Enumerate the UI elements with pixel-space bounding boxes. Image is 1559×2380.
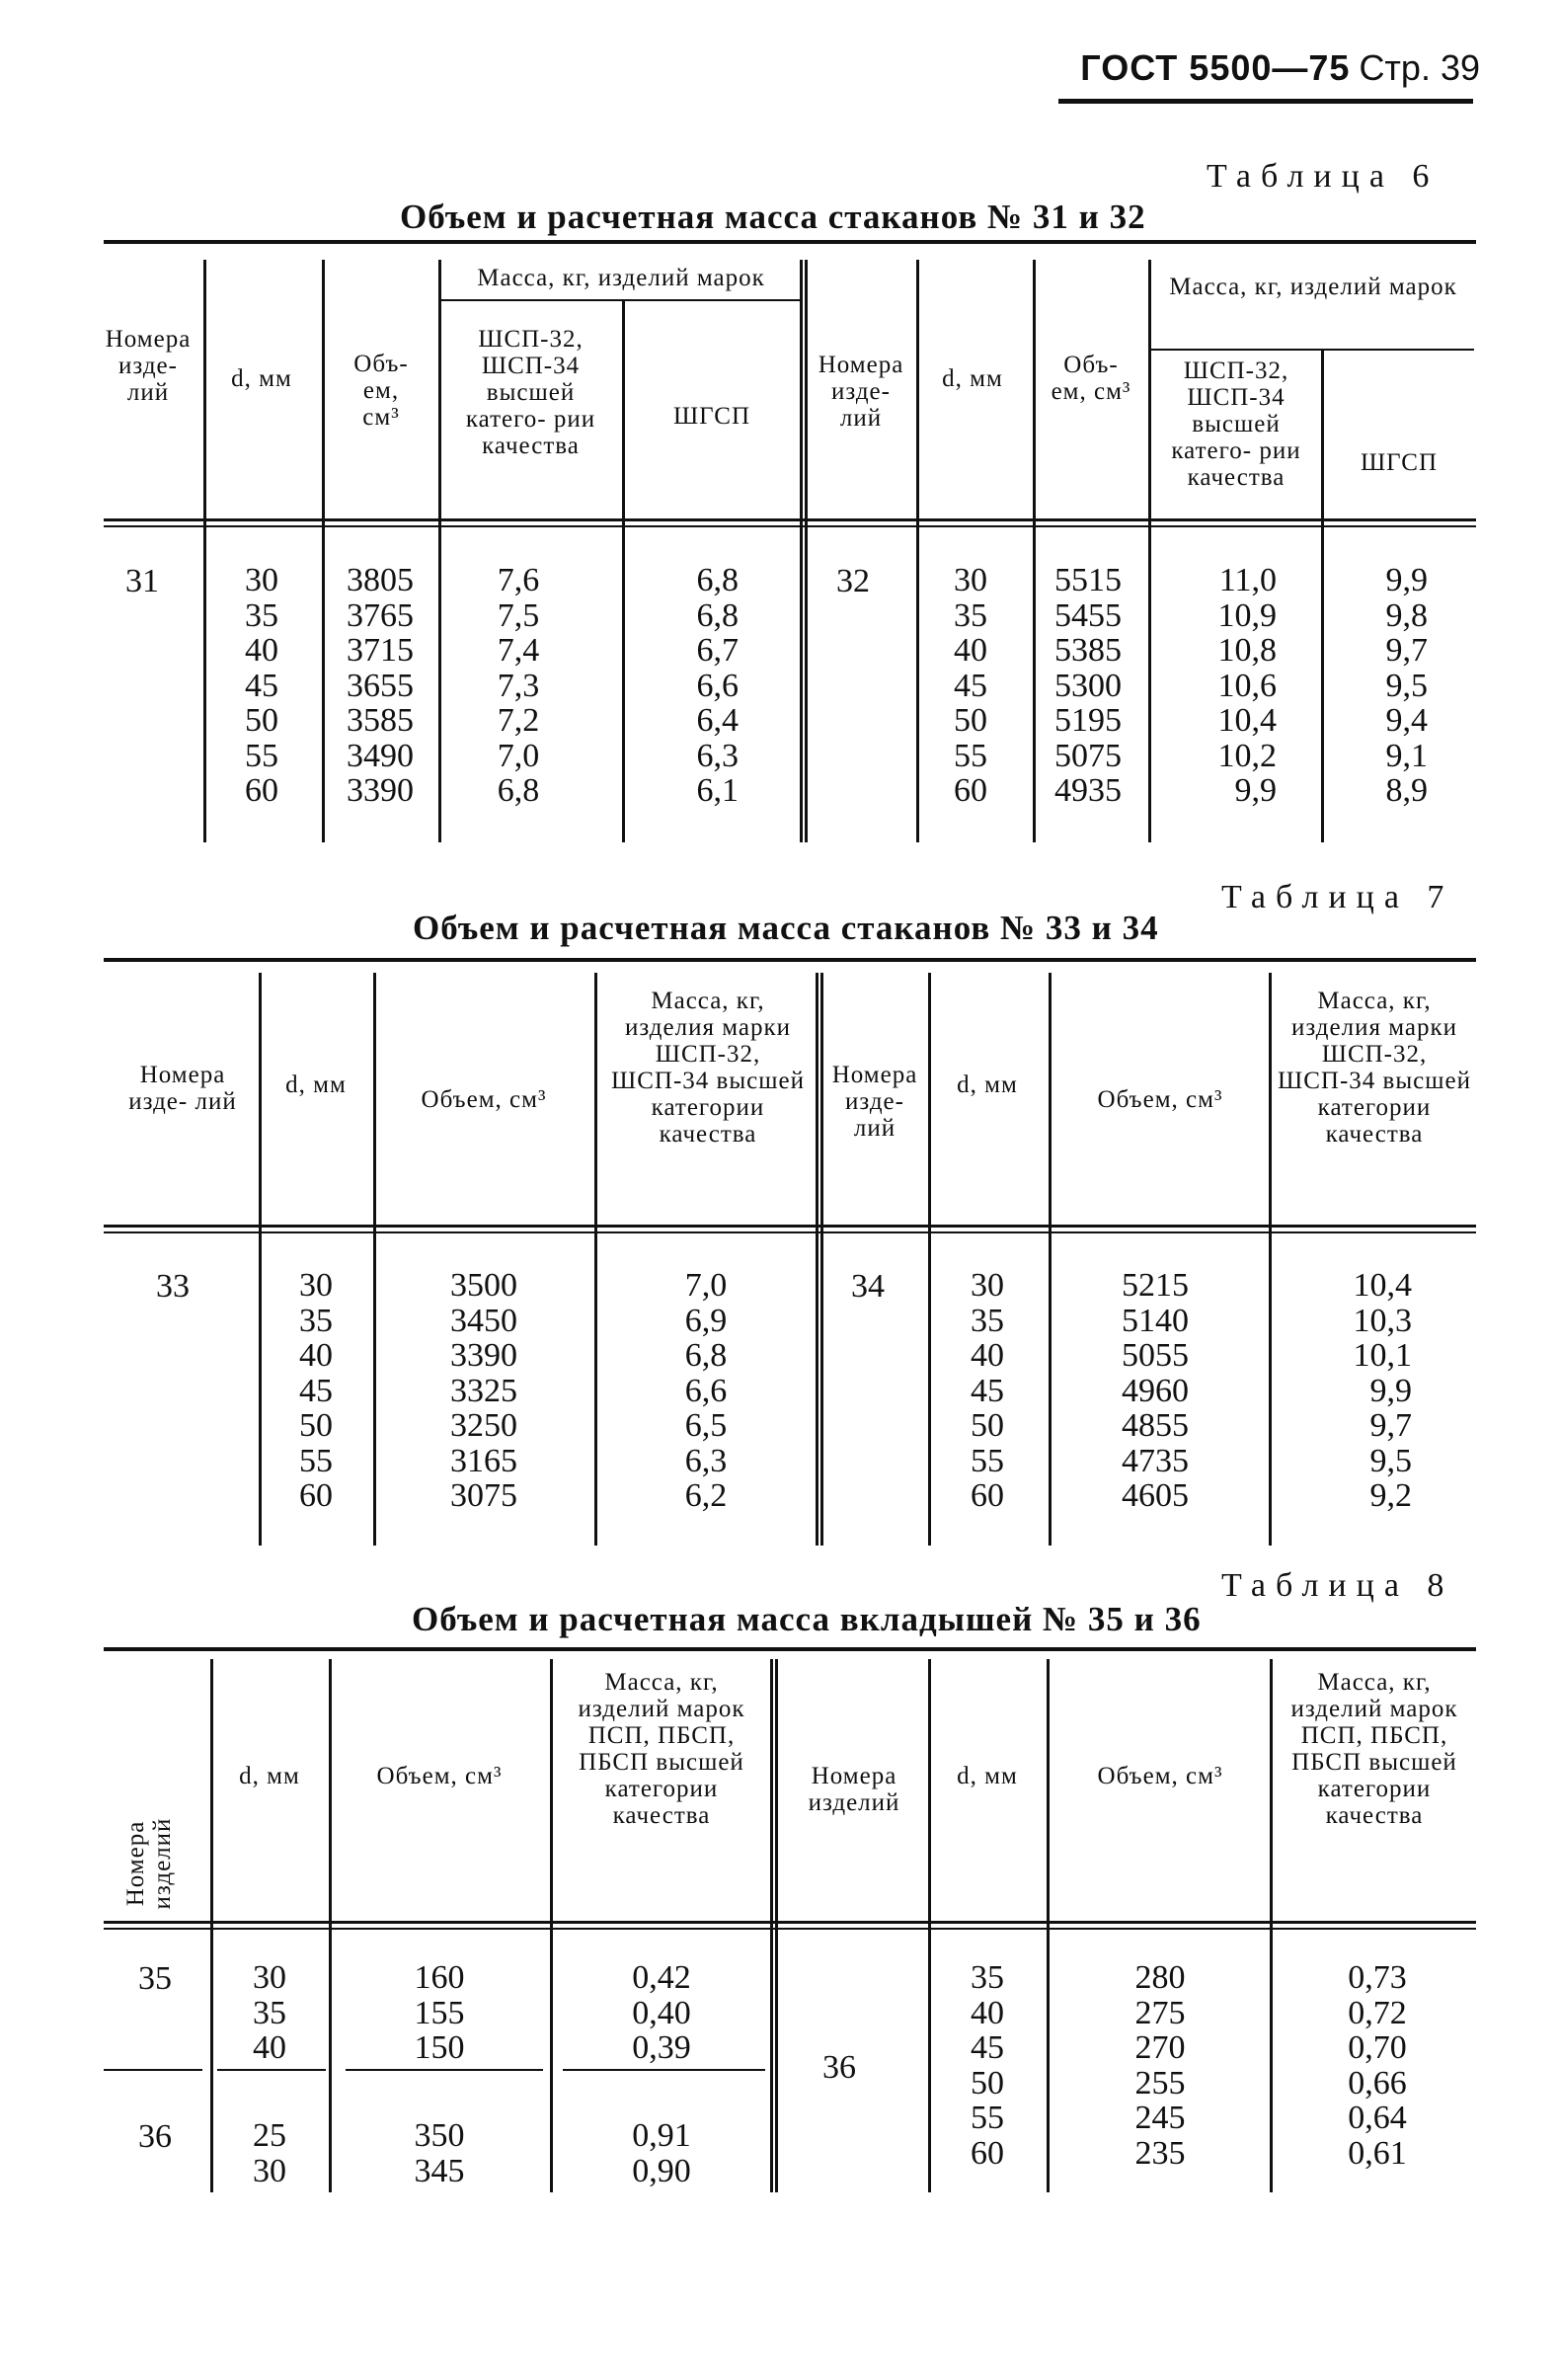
table6-header-shsp-right: ШСП-32, ШСП-34 высшей катего- рии качества — [1171, 357, 1301, 491]
table7-header-volume: Объем, см³ — [421, 1086, 547, 1113]
table6-vline — [1148, 260, 1151, 842]
table6-mass-divider-right — [1148, 349, 1474, 351]
table6-mass-divider-left — [440, 299, 802, 301]
table8-header-mass-right: Масса, кг, изделий марок ПСП, ПБСП, ПБСП высшей категории качества — [1290, 1669, 1458, 1829]
table6-header-d: d, мм — [231, 365, 292, 392]
page-header — [1080, 47, 1480, 89]
table6-item-32: 32 — [836, 563, 870, 599]
table8-header-volume-right: Объем, см³ — [1097, 1763, 1223, 1789]
table8-col-d-b: 25 30 — [253, 2117, 286, 2189]
table7-col-mass: 7,0 6,9 6,8 6,6 6,5 6,3 6,2 — [684, 1267, 728, 1514]
table6-vline — [1033, 260, 1036, 842]
table6-vline — [438, 260, 441, 842]
header-rule — [1058, 99, 1473, 104]
table6-vline — [800, 260, 803, 842]
table8-vline — [329, 1659, 332, 2192]
table6-vline — [1321, 351, 1324, 842]
page-number: Стр. 39 — [1359, 47, 1480, 88]
table7-col-volume-right: 5215 5140 5055 4960 4855 4735 4605 — [1122, 1267, 1189, 1514]
table8-group-divider — [346, 2069, 543, 2071]
table8-top-rule — [104, 1647, 1476, 1651]
table6-header-mass-right: Масса, кг, изделий марок — [1169, 274, 1457, 300]
table7-header-item: Номера изде- лий — [128, 1062, 237, 1115]
table7-col-d-right: 30 35 40 45 50 55 60 — [971, 1267, 1004, 1514]
table6-vline — [622, 301, 625, 842]
table7-vline — [259, 973, 262, 1546]
table8-col-volume-a: 160 155 150 — [414, 1959, 465, 2066]
table8-col-volume-b: 350 345 — [414, 2117, 465, 2189]
table6-col-mass-shgsp-right: 9,9 9,8 9,7 9,5 9,4 9,1 8,9 — [1385, 562, 1428, 809]
table6-header-volume-right: Объ- ем, см³ — [1051, 352, 1131, 405]
table6-col-d-right: 30 35 40 45 50 55 60 — [954, 562, 987, 809]
table6-col-volume: 3805 3765 3715 3655 3585 3490 3390 — [347, 562, 414, 809]
table8-header-mass: Масса, кг, изделий марок ПСП, ПБСП, ПБСП высшей категории качества — [578, 1669, 745, 1829]
table6-item-31: 31 — [125, 563, 159, 599]
table8-col-mass-b: 0,91 0,90 — [632, 2117, 691, 2189]
table8-vline — [1270, 1659, 1273, 2192]
table7-vline — [820, 973, 823, 1546]
table6-header-shsp: ШСП-32, ШСП-34 высшей катего- рии качества — [465, 326, 596, 459]
table6-vline — [322, 260, 325, 842]
table8-col-volume-right: 280 275 270 255 245 235 — [1134, 1959, 1186, 2172]
table7-vline — [1049, 973, 1052, 1546]
table8-col-d-a: 30 35 40 — [253, 1959, 286, 2066]
table7-header-mass-right: Масса, кг, изделия марки ШСП-32, ШСП-34 высшей категории качества — [1278, 988, 1471, 1148]
table8-header-item-rotated: Номера изделий — [122, 1817, 176, 1910]
table7-vline — [373, 973, 376, 1546]
table6-header-item: Номера изде- лий — [105, 326, 192, 406]
table6-col-volume-right: 5515 5455 5385 5300 5195 5075 4935 — [1054, 562, 1122, 809]
table8-vline — [770, 1659, 773, 2192]
table8-header-item-right: Номера изделий — [808, 1763, 900, 1816]
table8-col-d-right: 35 40 45 50 55 60 — [971, 1959, 1004, 2172]
table7-header-volume-right: Объем, см³ — [1097, 1086, 1223, 1113]
table6-header-volume: Объ- ем, см³ — [353, 351, 409, 431]
table8-item-36-right: 36 — [822, 2049, 856, 2086]
standard-number: ГОСТ 5500—75 — [1080, 47, 1351, 88]
table7-vline — [1269, 973, 1272, 1546]
table6-header-d-right: d, мм — [942, 365, 1003, 392]
table6-vline — [916, 260, 919, 842]
table8-col-mass-right: 0,73 0,72 0,70 0,66 0,64 0,61 — [1348, 1959, 1407, 2172]
table7-vline — [928, 973, 931, 1546]
table8-vline — [928, 1659, 931, 2192]
table7-vline — [816, 973, 818, 1546]
table7-col-d: 30 35 40 45 50 55 60 — [299, 1267, 333, 1514]
table8-header-volume: Объем, см³ — [376, 1763, 503, 1789]
table6-vline — [203, 260, 206, 842]
table6-col-d: 30 35 40 45 50 55 60 — [245, 562, 278, 809]
table7-header-d: d, мм — [285, 1071, 347, 1098]
table6-header-mass: Масса, кг, изделий марок — [477, 265, 765, 291]
table7-label: Таблица 7 — [1221, 879, 1454, 915]
table7-header-mass: Масса, кг, изделия марки ШСП-32, ШСП-34 высшей категории качества — [611, 988, 805, 1148]
table7-item-34: 34 — [851, 1268, 885, 1305]
table8-group-divider — [563, 2069, 765, 2071]
table7-title: Объем и расчетная масса стаканов № 33 и 34 — [413, 909, 1159, 947]
table7-vline — [594, 973, 597, 1546]
table8-vline — [210, 1659, 213, 2192]
table8-group-divider — [104, 2069, 202, 2071]
table6-top-rule — [104, 240, 1476, 244]
table6-header-rule — [104, 518, 1476, 521]
table6-label: Таблица 6 — [1207, 158, 1440, 195]
table6-col-mass-shgsp: 6,8 6,8 6,7 6,6 6,4 6,3 6,1 — [696, 562, 739, 809]
table6-header-item-right: Номера изде- лий — [818, 352, 904, 432]
table8-header-d-right: d, мм — [957, 1763, 1018, 1789]
table8-col-mass-a: 0,42 0,40 0,39 — [632, 1959, 691, 2066]
table7-header-item-right: Номера изде- лий — [831, 1062, 918, 1142]
table6-col-mass-shsp: 7,6 7,5 7,4 7,3 7,2 7,0 6,8 — [497, 562, 540, 809]
table6-title: Объем и расчетная масса стаканов № 31 и 32 — [400, 198, 1146, 236]
table8-item-35: 35 — [138, 1960, 172, 1997]
table7-item-33: 33 — [156, 1268, 190, 1305]
table8-vline — [775, 1659, 778, 2192]
table6-header-shgsp: ШГСП — [672, 403, 751, 430]
table7-col-volume: 3500 3450 3390 3325 3250 3165 3075 — [450, 1267, 517, 1514]
table8-header-d: d, мм — [239, 1763, 300, 1789]
table7-col-mass-right: 10,4 10,3 10,1 9,9 9,7 9,5 9,2 — [1353, 1267, 1412, 1514]
table7-top-rule — [104, 958, 1476, 962]
table6-header-rule2 — [104, 525, 1476, 527]
table6-header-shgsp-right: ШГСП — [1360, 449, 1439, 476]
table7-header-d-right: d, мм — [957, 1071, 1018, 1098]
table8-group-divider — [217, 2069, 326, 2071]
table8-item-36-left: 36 — [138, 2118, 172, 2155]
table8-title: Объем и расчетная масса вкладышей № 35 и 36 — [412, 1600, 1202, 1638]
table8-vline — [550, 1659, 553, 2192]
table8-label: Таблица 8 — [1221, 1567, 1454, 1604]
table8-vline — [1047, 1659, 1050, 2192]
table6-col-mass-shsp-right: 11,0 10,9 10,8 10,6 10,4 10,2 9,9 — [1217, 562, 1277, 809]
table6-vline — [805, 260, 808, 842]
